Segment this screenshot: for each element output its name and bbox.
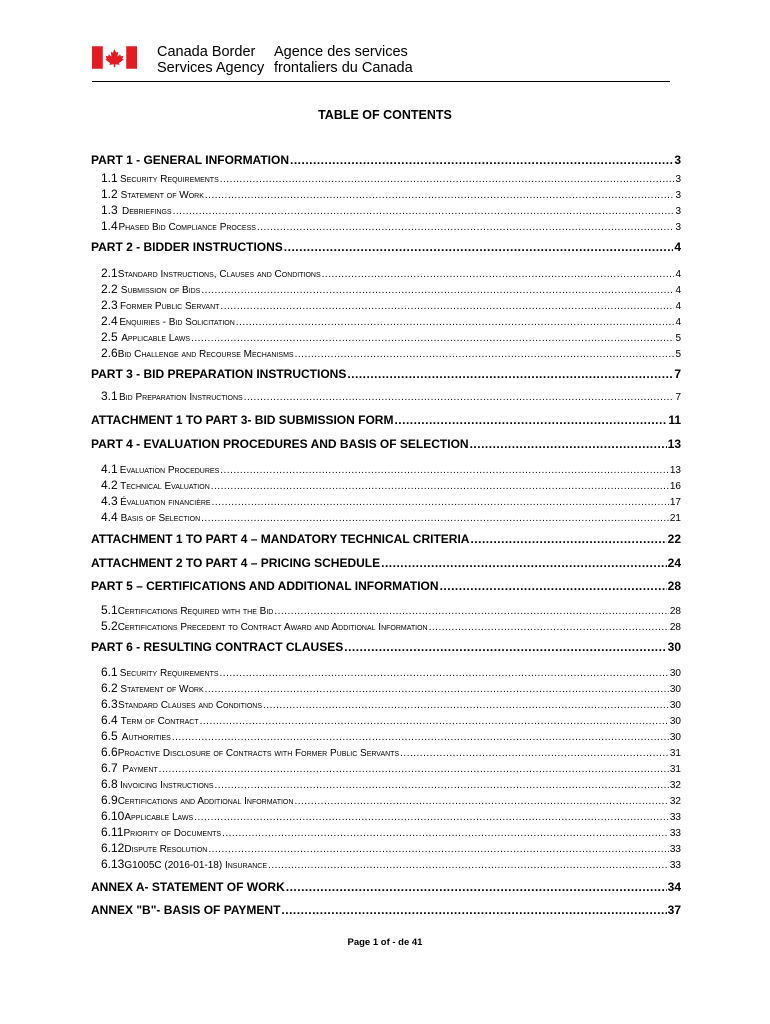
toc-dot-leader — [295, 349, 675, 360]
toc-entry-title: Standard Instructions, Clauses and Conditions — [117, 269, 321, 280]
toc-page-number: 4 — [675, 285, 681, 296]
toc-entry-number: 6.2 — [101, 681, 118, 695]
toc-entry-title: Authorities — [121, 732, 171, 743]
toc-entry-title: Applicable Laws — [124, 812, 194, 823]
toc-page-number: 32 — [669, 796, 681, 807]
toc-entry-title: PART 4 - EVALUATION PROCEDURES AND BASIS OF SELECTION — [91, 437, 469, 451]
toc-section-entry[interactable] — [91, 825, 681, 839]
toc-section-entry[interactable] — [91, 665, 681, 679]
toc-entry-number: 4.3 — [101, 494, 118, 508]
toc-entry-title: Statement of Work — [120, 684, 204, 695]
toc-page-number: 3 — [675, 190, 681, 201]
toc-section-entry[interactable] — [91, 510, 681, 524]
toc-entry-title: ANNEX "B"- BASIS OF PAYMENT — [91, 903, 281, 917]
toc-section-entry[interactable] — [91, 857, 681, 871]
toc-dot-leader — [194, 812, 669, 823]
toc-entry-title: Payment — [122, 764, 158, 775]
toc-entry-number: 5.2 — [101, 619, 118, 633]
toc-section-entry[interactable] — [91, 203, 681, 217]
toc-page-number: 3 — [674, 153, 681, 167]
toc-page-number: 22 — [667, 532, 681, 546]
toc-section-entry[interactable] — [91, 697, 681, 711]
toc-entry-title: PART 3 - BID PREPARATION INSTRUCTIONS — [91, 367, 347, 381]
toc-dot-leader — [200, 716, 669, 727]
toc-dot-leader — [215, 780, 669, 791]
toc-page-number: 4 — [675, 301, 681, 312]
toc-part-entry[interactable] — [91, 556, 681, 570]
toc-page-number: 24 — [667, 556, 681, 570]
toc-dot-leader — [222, 828, 669, 839]
toc-entry-title: Dispute Resolution — [124, 844, 208, 855]
toc-page-number: 3 — [675, 174, 681, 185]
toc-part-entry[interactable] — [91, 532, 681, 546]
toc-page-number: 3 — [675, 206, 681, 217]
toc-entry-title: ATTACHMENT 1 TO PART 4 – MANDATORY TECHNICAL CRITERIA — [91, 532, 470, 546]
toc-dot-leader — [159, 764, 669, 775]
toc-part-entry[interactable] — [91, 240, 681, 254]
toc-entry-number: 6.13 — [101, 857, 125, 871]
toc-page-number: 4 — [674, 240, 681, 254]
toc-entry-number: 1.3 — [101, 203, 118, 217]
toc-title: TABLE OF CONTENTS — [318, 108, 452, 122]
toc-page-number: 30 — [669, 700, 681, 711]
toc-part-entry[interactable] — [91, 153, 681, 167]
toc-entry-title: Évaluation financière — [120, 497, 211, 508]
toc-dot-leader — [429, 622, 669, 633]
toc-dot-leader — [208, 844, 669, 855]
page-header — [92, 44, 670, 82]
toc-dot-leader — [286, 880, 667, 894]
toc-dot-leader — [470, 437, 667, 451]
toc-dot-leader — [205, 684, 669, 695]
toc-page-number: 28 — [669, 622, 681, 633]
toc-entry-title: ATTACHMENT 1 TO PART 3- BID SUBMISSION FORM — [91, 413, 394, 427]
toc-dot-leader — [212, 497, 669, 508]
toc-dot-leader — [201, 513, 669, 524]
toc-page-number: 33 — [669, 860, 681, 871]
toc-dot-leader — [173, 206, 675, 217]
toc-entry-title: Security Requirements — [120, 174, 219, 185]
toc-entry-number: 2.3 — [101, 298, 118, 312]
toc-entry-title: ATTACHMENT 2 TO PART 4 – PRICING SCHEDULE — [91, 556, 381, 570]
toc-section-entry[interactable] — [91, 729, 681, 743]
toc-entry-number: 1.4 — [101, 219, 118, 233]
toc-dot-leader — [201, 285, 674, 296]
toc-page-number: 28 — [667, 579, 681, 593]
toc-entry-number: 2.5 — [101, 330, 118, 344]
toc-section-entry[interactable] — [91, 219, 681, 233]
toc-section-entry[interactable] — [91, 603, 681, 617]
toc-dot-leader — [274, 606, 669, 617]
toc-dot-leader — [244, 392, 675, 403]
toc-entry-number: 6.3 — [101, 697, 118, 711]
toc-section-entry[interactable] — [91, 793, 681, 807]
toc-entry-title: Statement of Work — [120, 190, 204, 201]
toc-entry-title: Term of Contract — [120, 716, 199, 727]
toc-section-entry[interactable] — [91, 171, 681, 185]
toc-page-number: 33 — [669, 812, 681, 823]
toc-dot-leader — [268, 860, 669, 871]
toc-dot-leader — [284, 240, 674, 254]
toc-entry-title: Security Requirements — [119, 668, 219, 679]
toc-entry-title: PART 6 - RESULTING CONTRACT CLAUSES — [91, 640, 344, 654]
toc-section-entry[interactable] — [91, 478, 681, 492]
toc-entry-number: 5.1 — [101, 603, 118, 617]
toc-entry-title: Standard Clauses and Conditions — [117, 700, 263, 711]
toc-entry-number: 3.1 — [101, 389, 118, 403]
toc-entry-title: Debriefings — [121, 206, 172, 217]
toc-page-number: 33 — [669, 844, 681, 855]
toc-entry-title: PART 5 – CERTIFICATIONS AND ADDITIONAL INFORMATION — [91, 579, 439, 593]
agency-name-french: Agence des services frontaliers du Canada — [274, 44, 413, 76]
toc-dot-leader — [220, 301, 674, 312]
toc-page-number: 31 — [669, 748, 681, 759]
toc-entry-title: PART 1 - GENERAL INFORMATION — [91, 153, 289, 167]
canada-flag-icon — [92, 46, 137, 69]
toc-entry-title: Former Public Servant — [119, 301, 220, 312]
toc-section-entry[interactable] — [91, 777, 681, 791]
toc-dot-leader — [400, 748, 669, 759]
toc-page-number: 21 — [669, 513, 681, 524]
toc-dot-leader — [394, 413, 667, 427]
toc-section-entry[interactable] — [91, 282, 681, 296]
toc-entry-number: 4.1 — [101, 462, 118, 476]
toc-entry-title: ANNEX A- STATEMENT OF WORK — [91, 880, 285, 894]
toc-page-number: 37 — [667, 903, 681, 917]
toc-dot-leader — [322, 269, 675, 280]
toc-part-entry[interactable] — [91, 640, 681, 654]
toc-page-number: 30 — [669, 732, 681, 743]
toc-part-entry[interactable] — [91, 367, 681, 381]
toc-dot-leader — [257, 222, 675, 233]
toc-page-number: 7 — [674, 367, 681, 381]
toc-entry-title: Submission of Bids — [120, 285, 201, 296]
toc-page-number: 4 — [675, 317, 681, 328]
toc-entry-title: Priority of Documents — [123, 828, 222, 839]
toc-section-entry[interactable] — [91, 330, 681, 344]
toc-dot-leader — [263, 700, 669, 711]
toc-dot-leader — [191, 333, 674, 344]
toc-entry-title: Enquiries - Bid Solicitation — [119, 317, 235, 328]
toc-page-number: 7 — [675, 392, 681, 403]
toc-dot-leader — [440, 579, 667, 593]
toc-entry-number: 6.7 — [101, 761, 118, 775]
toc-section-entry[interactable] — [91, 841, 681, 855]
toc-page-number: 30 — [669, 668, 681, 679]
toc-entry-title: Bid Challenge and Recourse Mechanisms — [117, 349, 294, 360]
toc-dot-leader — [172, 732, 669, 743]
toc-section-entry[interactable] — [91, 389, 681, 403]
toc-dot-leader — [236, 317, 675, 328]
toc-part-entry[interactable] — [91, 903, 681, 917]
toc-entry-title: Applicable Laws — [121, 333, 191, 344]
toc-page-number: 5 — [675, 349, 681, 360]
agency-name-english: Canada Border Services Agency — [157, 44, 265, 76]
toc-page-number: 16 — [669, 481, 681, 492]
toc-section-entry[interactable] — [91, 761, 681, 775]
toc-page-number: 30 — [669, 684, 681, 695]
toc-page-number: 31 — [669, 764, 681, 775]
toc-part-entry[interactable] — [91, 579, 681, 593]
toc-section-entry[interactable] — [91, 346, 681, 360]
toc-section-entry[interactable] — [91, 809, 681, 823]
toc-entry-number: 4.2 — [101, 478, 118, 492]
toc-part-entry[interactable] — [91, 437, 681, 451]
toc-entry-number: 2.6 — [101, 346, 118, 360]
toc-entry-number: 2.4 — [101, 314, 118, 328]
toc-page-number: 30 — [667, 640, 681, 654]
page-footer: Page 1 of - de 41 — [347, 937, 423, 948]
toc-entry-number: 2.1 — [101, 266, 118, 280]
toc-section-entry[interactable] — [91, 266, 681, 280]
toc-dot-leader — [205, 190, 675, 201]
toc-entry-title: Certifications Precedent to Contract Award and Additional Information — [117, 622, 428, 633]
toc-entry-number: 6.5 — [101, 729, 118, 743]
toc-dot-leader — [281, 903, 666, 917]
toc-section-entry[interactable] — [91, 462, 681, 476]
toc-entry-title: Invoicing Instructions — [120, 780, 214, 791]
toc-section-entry[interactable] — [91, 314, 681, 328]
toc-entry-number: 6.11 — [101, 825, 124, 839]
toc-dot-leader — [220, 465, 669, 476]
toc-dot-leader — [347, 367, 673, 381]
toc-page-number: 28 — [669, 606, 681, 617]
toc-dot-leader — [381, 556, 667, 570]
toc-entry-title: PART 2 - BIDDER INSTRUCTIONS — [91, 240, 283, 254]
toc-dot-leader — [290, 153, 673, 167]
toc-entry-title: Certifications and Additional Information — [117, 796, 294, 807]
toc-entry-number: 6.4 — [101, 713, 118, 727]
toc-page-number: 3 — [675, 222, 681, 233]
toc-entry-number: 6.1 — [101, 665, 118, 679]
toc-entry-title: Bid Preparation Instructions — [119, 392, 243, 403]
toc-entry-number: 4.4 — [101, 510, 118, 524]
toc-section-entry[interactable] — [91, 745, 681, 759]
toc-page-number: 13 — [667, 437, 681, 451]
toc-entry-title: Technical Evaluation — [120, 481, 210, 492]
toc-page-number: 30 — [669, 716, 681, 727]
toc-part-entry[interactable] — [91, 880, 681, 894]
toc-page-number: 34 — [667, 880, 681, 894]
toc-dot-leader — [470, 532, 666, 546]
toc-page-number: 32 — [669, 780, 681, 791]
toc-section-entry[interactable] — [91, 187, 681, 201]
toc-entry-number: 2.2 — [101, 282, 118, 296]
toc-page-number: 4 — [675, 269, 681, 280]
toc-entry-title: Proactive Disclosure of Contracts with Former Public Servants — [117, 748, 400, 759]
toc-entry-number: 6.9 — [101, 793, 118, 807]
toc-dot-leader — [211, 481, 669, 492]
toc-page-number: 11 — [668, 413, 681, 427]
toc-section-entry[interactable] — [91, 619, 681, 633]
toc-page-number: 13 — [669, 465, 681, 476]
toc-section-entry[interactable] — [91, 713, 681, 727]
toc-section-entry[interactable] — [91, 681, 681, 695]
toc-entry-number: 6.6 — [101, 745, 118, 759]
toc-entry-number: 6.8 — [101, 777, 118, 791]
toc-part-entry[interactable] — [91, 413, 681, 427]
toc-entry-title: Basis of Selection — [120, 513, 201, 524]
toc-dot-leader — [294, 796, 668, 807]
toc-dot-leader — [220, 668, 669, 679]
toc-dot-leader — [220, 174, 675, 185]
toc-entry-number: 1.2 — [101, 187, 118, 201]
toc-page-number: 5 — [675, 333, 681, 344]
toc-section-entry[interactable] — [91, 298, 681, 312]
toc-entry-title: Evaluation Procedures — [119, 465, 220, 476]
toc-entry-number: 1.1 — [101, 171, 118, 185]
toc-page-number: 17 — [669, 497, 681, 508]
toc-page-number: 33 — [669, 828, 681, 839]
toc-dot-leader — [344, 640, 666, 654]
toc-entry-title: G1005C (2016-01-18) Insurance — [124, 860, 268, 871]
toc-entry-number: 6.12 — [101, 841, 125, 855]
toc-entry-title: Phased Bid Compliance Process — [118, 222, 256, 233]
toc-entry-title: Certifications Required with the Bid — [117, 606, 274, 617]
toc-section-entry[interactable] — [91, 494, 681, 508]
toc-entry-number: 6.10 — [101, 809, 125, 823]
